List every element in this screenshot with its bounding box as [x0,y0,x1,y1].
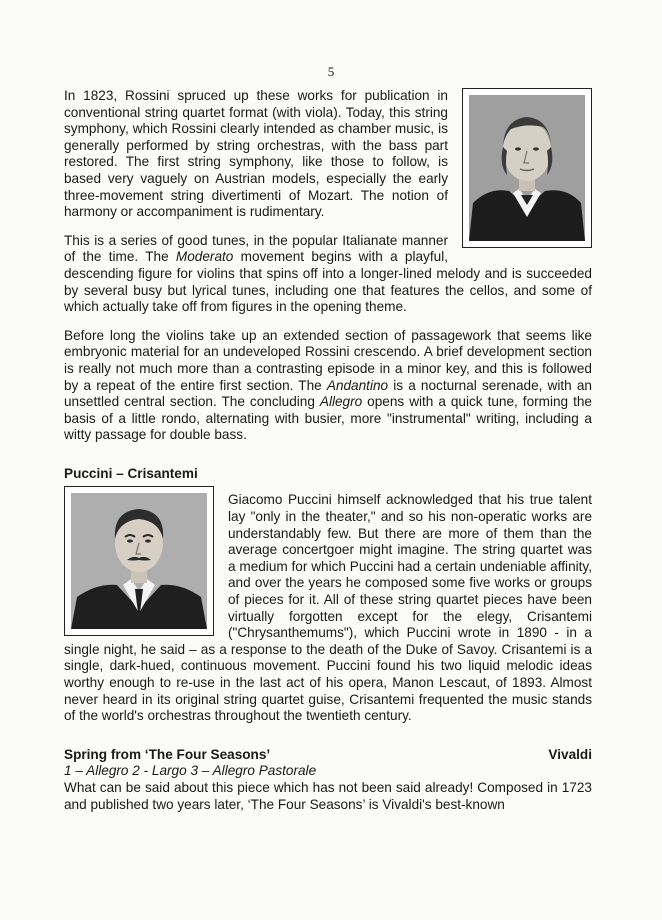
rossini-paragraph-2: This is a series of good tunes, in the popular Italianate manner of the time. The Moderato movement begins with a playful, descending figure for violins that spins off into a longer-lined melody and is succeeded by several busy but lyrical tunes, including one that features the cellos, and some of which actually take off from figures in the opening theme. [64,232,592,315]
puccini-heading: Puccini – Crisantemi [64,465,198,481]
rossini-paragraph-1: In 1823, Rossini spruced up these works for publication in conventional string quartet format (with viola). Today, this string symphony, which Rossini clearly intended as chamber music, is generally performed by string orchestras, with the bass part restored. The first string symphony, like those to follow, is based very vaguely on Austrian models, especially the early three-movement string divertimenti of Mozart. The notion of harmony or accompaniment is rudimentary. [64,88,448,220]
page-number: 5 [327,64,335,79]
rossini-paragraph-3: Before long the violins take up an extended section of passagework that seems like embryonic material for an undeveloped Rossini crescendo. A brief development section is really not much more than a contrasting episode in a minor key, and this is followed by a repeat of the entire first section. The Andantino is a nocturnal serenade, with an unsettled central section. The concluding Allegro opens with a quick tune, forming the basis of a little rondo, alternating with busier, more "instrumental" writing, including a witty passage for double bass. [64,327,592,443]
article-body [64,88,592,813]
rossini-portrait [462,88,592,248]
vivaldi-movements: 1 – Allegro 2 - Largo 3 – Allegro Pastorale [64,763,317,779]
vivaldi-heading: Spring from ‘The Four Seasons’ [64,746,271,762]
vivaldi-paragraph: What can be said about this piece which has not been said already! Composed in 1723 and published two years later, ‘The Four Seasons’ is Vivaldi's best-known [64,779,592,812]
rossini-portrait-image [469,95,585,241]
puccini-paragraph: Giacomo Puccini himself acknowledged that his true talent lay "only in the theater," and so his non-operatic works are understandably few. But there are more of them than the average concertgoer might imagine. The string quartet was a medium for which Puccini had a certain undeniable affinity, and over the years he composed some five works or groups of pieces for it. All of these string quartet pieces have been virtually forgotten except for the elegy, Crisantemi ("Chrysanthemums"), which Puccini wrote in 1890 - in a single night, he said – as a response to the death of the Duke of Savoy. Crisantemi is a single, dark-hued, continuous movement. Puccini found his two liquid melodic ideas worthy enough to re-use in the last act of his opera, Manon Lescaut, of 1893. Almost never heard in its original string quartet guise, Crisantemi frequented the music stands of the world's orchestras throughout the twentieth century. [64,492,592,724]
puccini-portrait [64,486,214,636]
puccini-portrait-image [71,493,207,629]
vivaldi-composer: Vivaldi [548,746,592,762]
vivaldi-heading-row [64,747,592,764]
